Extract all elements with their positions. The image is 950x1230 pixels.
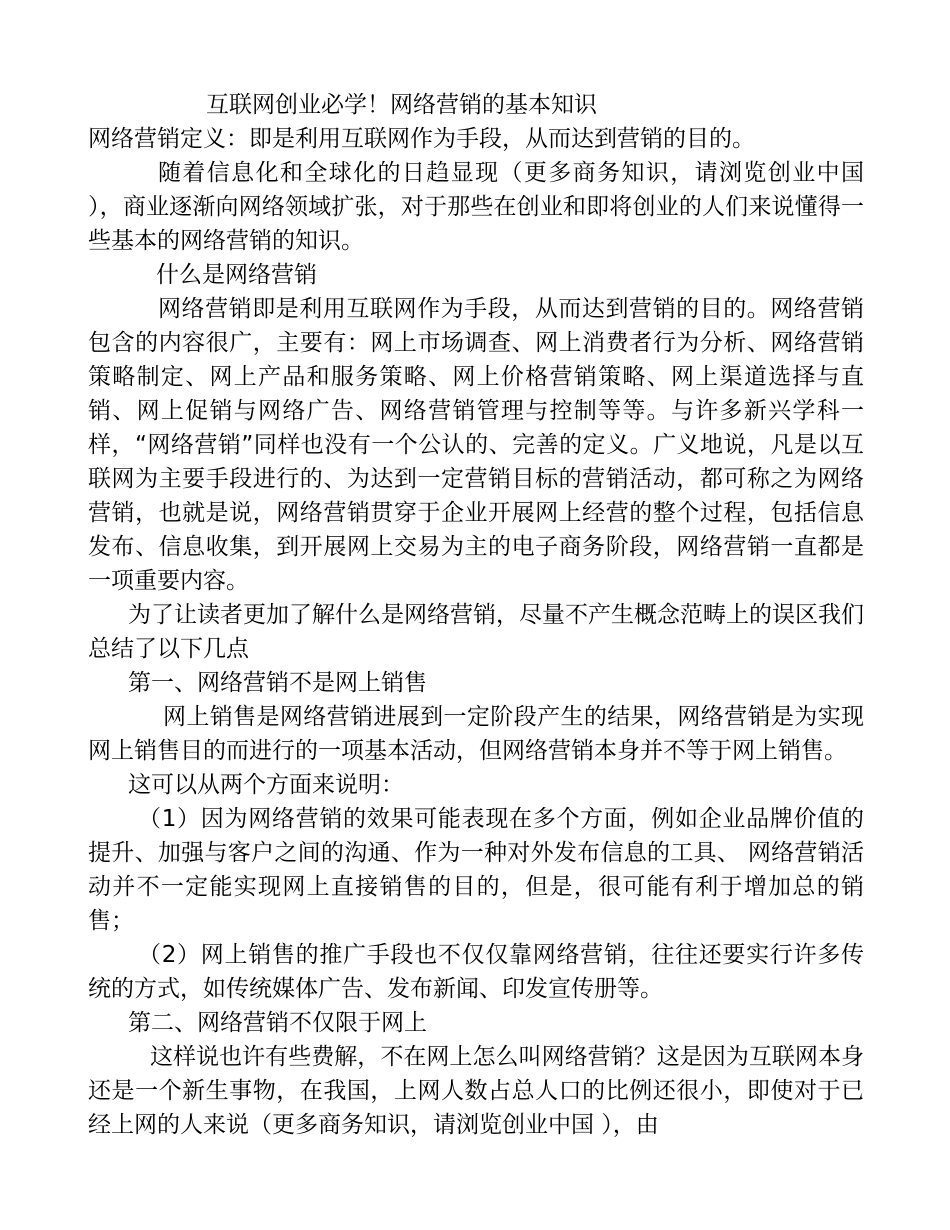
section-heading-point-one: 第一、网络营销不是网上销售 xyxy=(128,670,427,696)
paragraph-definition: 网络营销定义：即是利用互联网作为手段，从而达到营销的目的。 xyxy=(88,126,755,152)
list-item-aspect-2: （2）网上销售的推广手段也不仅仅靠网络营销，往往还要实行许多传统的方式，如传统媒体广告、发布新闻、印发宣传册等。 xyxy=(88,942,864,1002)
paragraph-two-aspects: 这可以从两个方面来说明： xyxy=(128,772,404,798)
section-heading-what-is: 什么是网络营销 xyxy=(156,262,317,288)
paragraph-point-two: 这样说也许有些费解，不在网上怎么叫网络营销？这是因为互联网本身还是一个新生事物，在我国，上网人数占总人口的比例还很小，即使对于已经上网的人来说（更多商务知识，请浏览创业中国 ），由 xyxy=(88,1044,864,1138)
paragraph-what-is: 网络营销即是利用互联网作为手段，从而达到营销的目的。网络营销包含的内容很广，主要有：网上市场调查、网上消费者行为分析、网络营销策略制定、网上产品和服务策略、网上价格营销策略、网上渠道选择与直销、网上促销与网络广告、网络营销管理与控制等等。与许多新兴学科一样，“网络营销”同样也没有一个公认的、完善的定义。广义地说，凡是以互联网为主要手段进行的、为达到一定营销目标的营销活动，都可称之为网络营销，也就是说，网络营销贯穿于企业开展网上经营的整个过程，包括信息发布、信息收集，到开展网上交易为主的电子商务阶段，网络营销一直都是一项重要内容。 xyxy=(88,296,864,594)
paragraph-point-one: 网上销售是网络营销进展到一定阶段产生的结果，网络营销是为实现网上销售目的而进行的一项基本活动，但网络营销本身并不等于网上销售。 xyxy=(88,704,864,764)
list-item-aspect-1: （1）因为网络营销的效果可能表现在多个方面，例如企业品牌价值的提升、加强与客户之间的沟通、作为一种对外发布信息的工具、 网络营销活动并不一定能实现网上直接销售的目的，但是，很可能有利于增加总的销售； xyxy=(88,806,864,934)
document-body xyxy=(88,88,864,1142)
paragraph-intro: 随着信息化和全球化的日趋显现（更多商务知识，请浏览创业中国 ），商业逐渐向网络领域扩张，对于那些在创业和即将创业的人们来说懂得一些基本的网络营销的知识。 xyxy=(88,160,864,254)
paragraph-summary-points: 为了让读者更加了解什么是网络营销，尽量不产生概念范畴上的误区我们总结了以下几点 xyxy=(88,602,864,662)
document-title: 互联网创业必学！网络营销的基本知识 xyxy=(206,92,597,118)
section-heading-point-two: 第二、网络营销不仅限于网上 xyxy=(128,1010,427,1036)
